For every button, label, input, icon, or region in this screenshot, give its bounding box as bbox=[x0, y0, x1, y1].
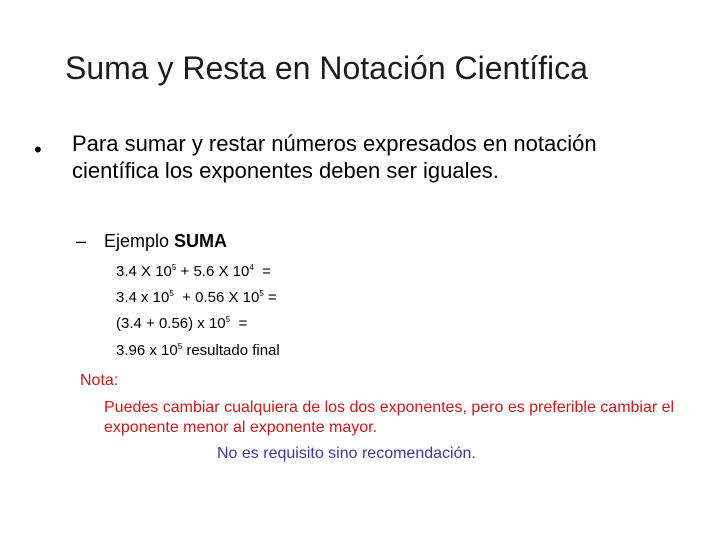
example-label bbox=[104, 229, 227, 253]
equation-part: = bbox=[230, 315, 248, 332]
dash-icon: – bbox=[76, 231, 87, 251]
equation-part: 3.4 x 10 bbox=[116, 289, 170, 306]
equation-part: 3.4 X 10 bbox=[116, 263, 172, 280]
main-bullet-text: Para sumar y restar números expresados en notación científica los exponentes deben ser iguales. bbox=[72, 131, 597, 183]
note-label: Nota: bbox=[80, 372, 119, 389]
exponent: 5 bbox=[259, 289, 264, 298]
equation-part: (3.4 + 0.56) x 10 bbox=[116, 315, 226, 332]
equation-line bbox=[116, 341, 280, 361]
equation-part: = bbox=[263, 289, 277, 306]
equation-part: 3.96 x 10 bbox=[116, 342, 178, 359]
exponent: 5 bbox=[171, 263, 177, 272]
equation-part: resultado final bbox=[182, 342, 280, 359]
exponent: 5 bbox=[177, 342, 183, 351]
equation-line bbox=[116, 288, 277, 308]
bullet-icon: • bbox=[34, 137, 42, 162]
equation-line bbox=[116, 262, 271, 282]
equation-part: + 0.56 X 10 bbox=[173, 289, 260, 306]
exponent: 5 bbox=[169, 289, 174, 298]
slide-title: Suma y Resta en Notación Científica bbox=[65, 50, 588, 86]
recommendation-text: No es requisito sino recomendación. bbox=[217, 445, 476, 462]
example-label-bold: SUMA bbox=[174, 231, 228, 251]
example-label-prefix: Ejemplo bbox=[104, 231, 170, 251]
note-text: Puedes cambiar cualquiera de los dos exponentes, pero es preferible cambiar el exponente menor al exponente mayor. bbox=[104, 399, 675, 436]
equation-part: + 5.6 X 10 bbox=[176, 263, 250, 280]
equation-part: = bbox=[253, 263, 271, 280]
exponent: 4 bbox=[249, 263, 254, 272]
exponent: 5 bbox=[225, 315, 231, 324]
equation-line bbox=[116, 314, 247, 334]
